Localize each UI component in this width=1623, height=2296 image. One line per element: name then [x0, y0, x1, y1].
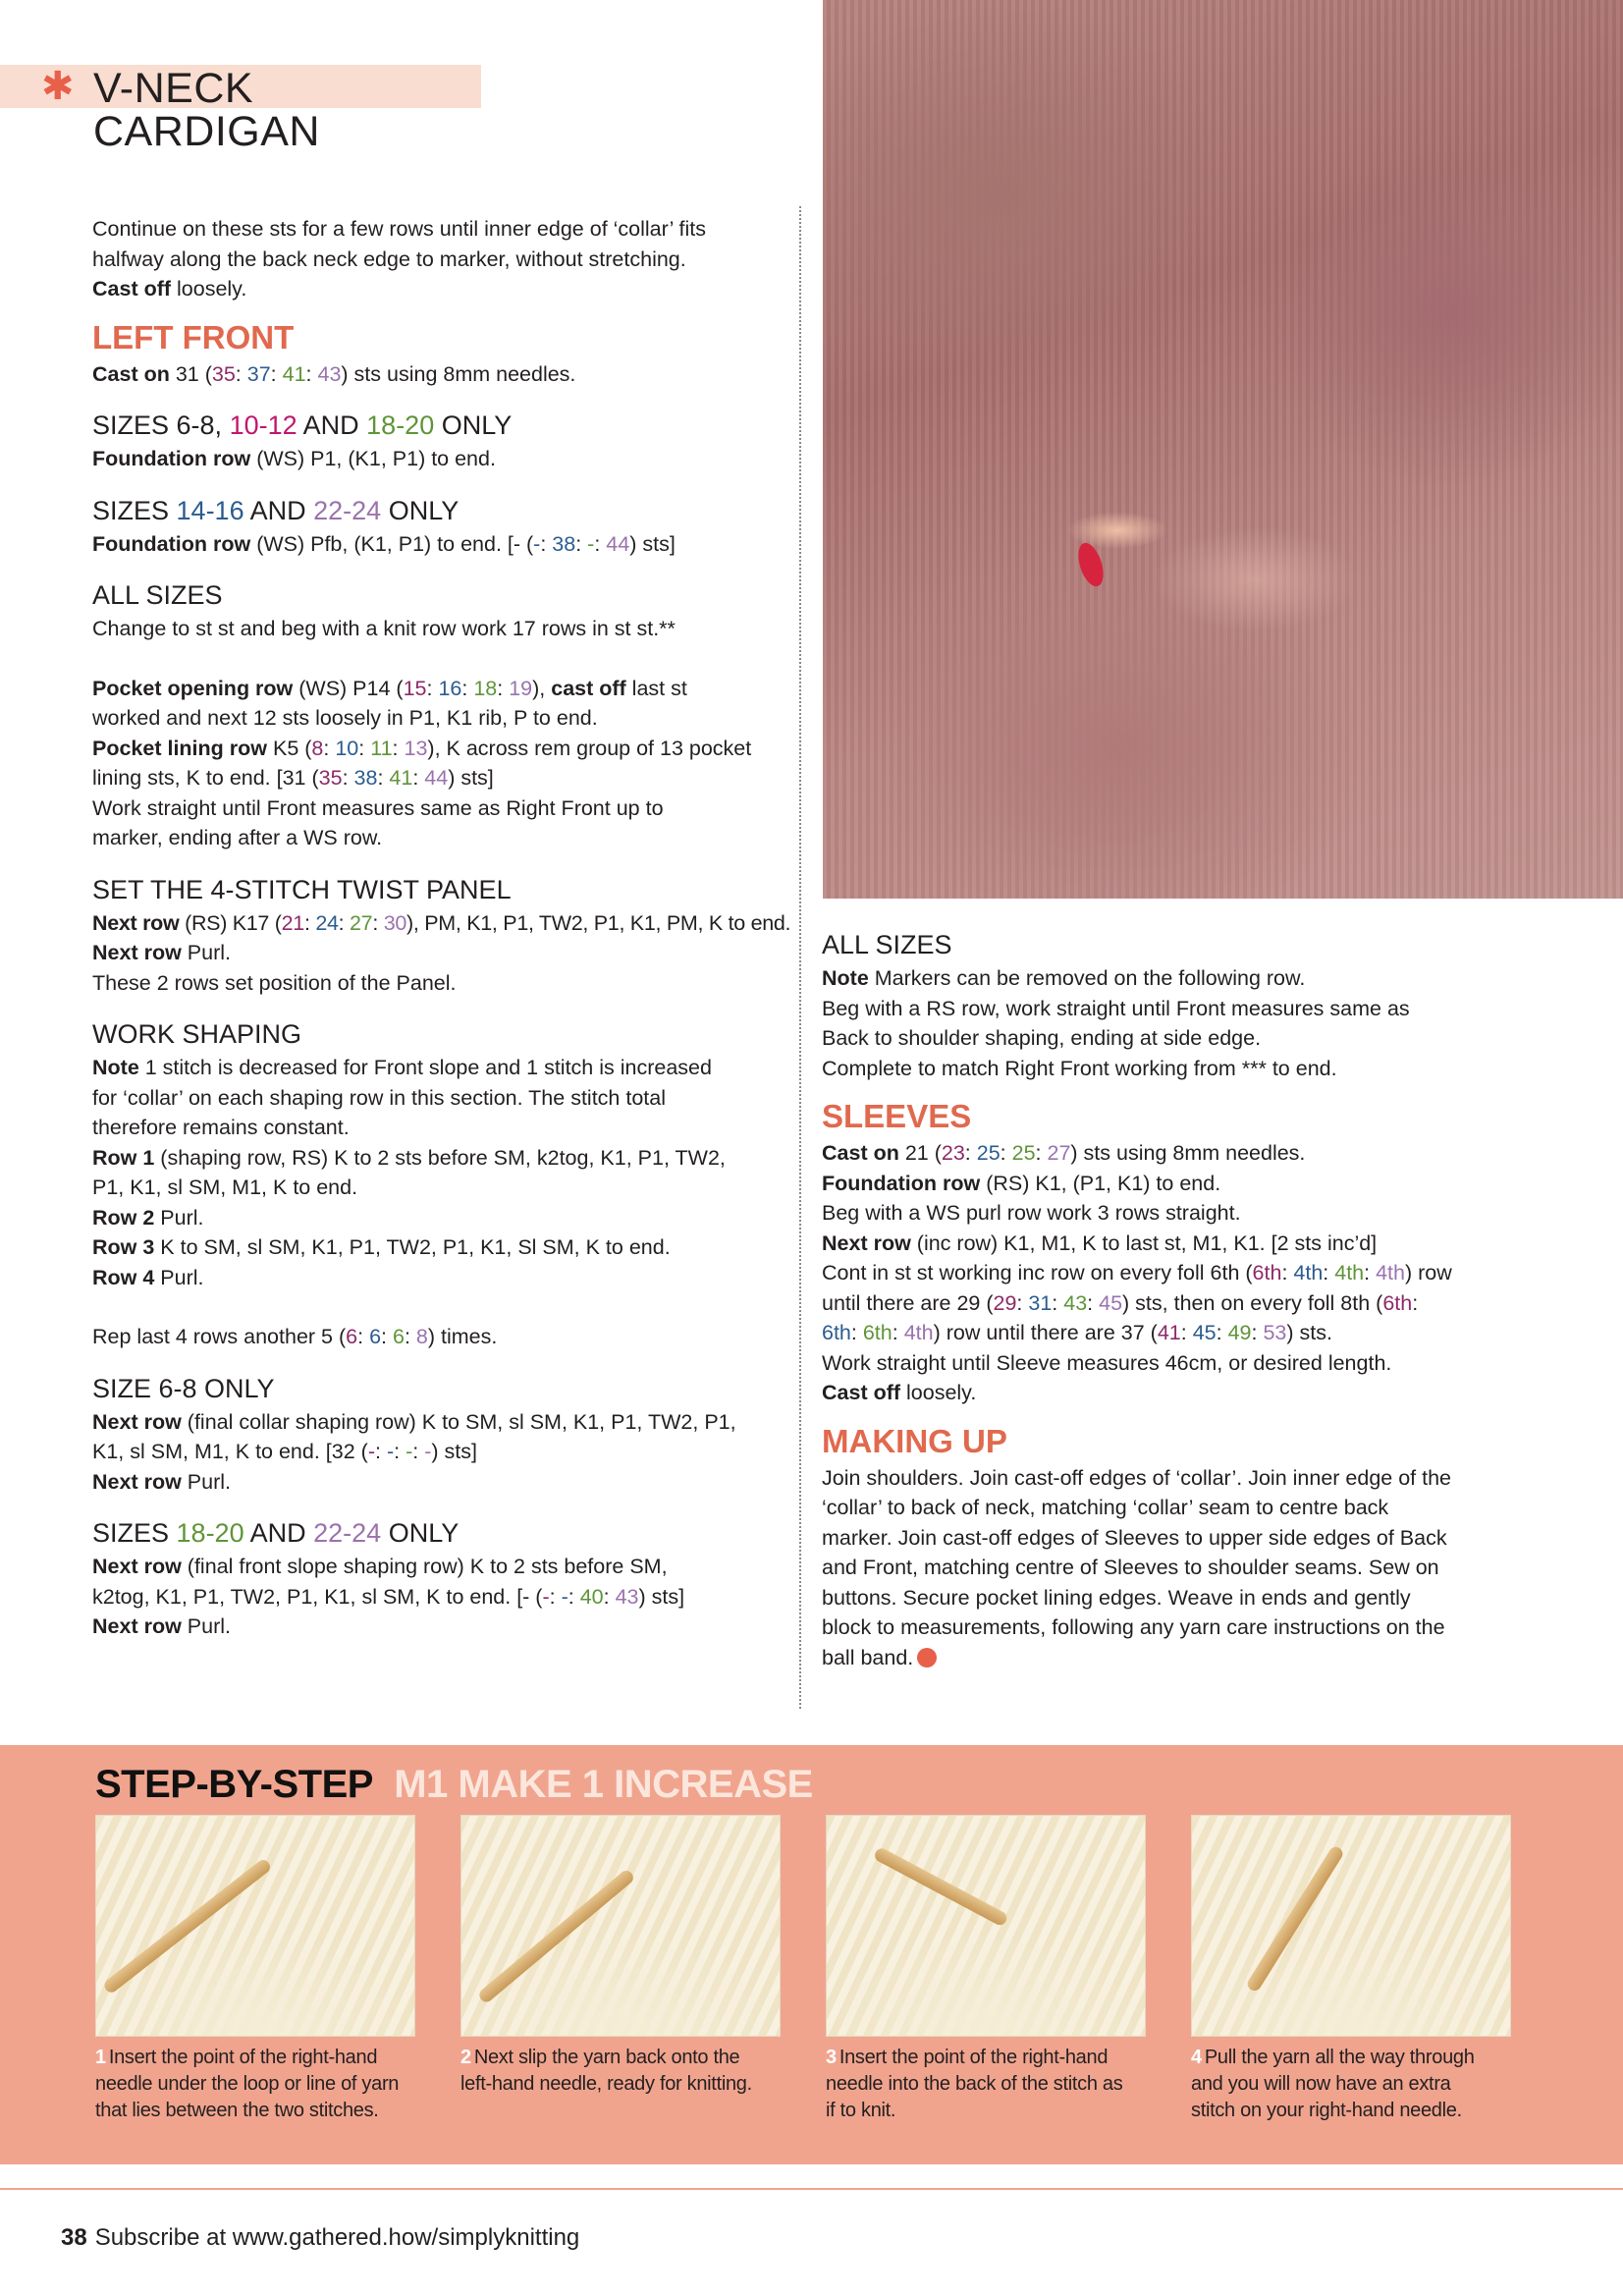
step-4-photo: [1191, 1815, 1511, 2037]
step-2-line-2: left-hand needle, ready for knitting.: [460, 2073, 752, 2095]
footer-rule: [0, 2188, 1623, 2190]
left-column: [92, 214, 791, 1642]
step-3-line-3: if to knit.: [826, 2100, 896, 2121]
needle-shape: [873, 1846, 1009, 1928]
left-front-heading: LEFT FRONT: [92, 318, 295, 355]
step-by-step-title: STEP-BY-STEP M1 MAKE 1 INCREASE: [95, 1763, 813, 1806]
right-all-line-1: Beg with a RS row, work straight until Front measures same as: [822, 996, 1410, 1020]
size-6-8-heading: SIZE 6-8 ONLY: [92, 1373, 275, 1403]
right-all-line-3: Complete to match Right Front working from *** to end.: [822, 1056, 1337, 1080]
left-front-cast-on: Cast on 31 (35: 37: 41: 43) sts using 8mm needles.: [92, 361, 576, 386]
step-4-text: [1191, 2045, 1515, 2124]
step-2-text: [460, 2045, 784, 2098]
twist-note: These 2 rows set position of the Panel.: [92, 970, 457, 995]
making-up-line-2: ‘collar’ to back of neck, matching ‘collar’ seam to centre back: [822, 1496, 1389, 1519]
step-4-line-3: stitch on your right-hand needle.: [1191, 2100, 1462, 2121]
sizes-a-heading: SIZES 6-8, 10-12 AND 18-20 ONLY: [92, 410, 513, 440]
step-4-line-2: and you will now have an extra: [1191, 2073, 1451, 2095]
sleeves-work-straight: Work straight until Sleeve measures 46cm, or desired length.: [822, 1350, 1392, 1375]
right-column: [822, 928, 1521, 1672]
flower-icon: ✱: [41, 65, 75, 108]
sleeves-next-row: Next row (inc row) K1, M1, K to last st, M1, K1. [2 sts inc’d]: [822, 1230, 1378, 1255]
making-up-line-1: Join shoulders. Join cast-off edges of ‘collar’. Join inner edge of the: [822, 1465, 1452, 1490]
step-1-line-2: needle under the loop or line of yarn: [95, 2073, 400, 2095]
sleeves-cast-on: Cast on 21 (23: 25: 25: 27) sts using 8mm needles.: [822, 1141, 1306, 1165]
step-4-line-1: 4 Pull the yarn all the way through: [1191, 2047, 1475, 2068]
sleeves-beg: Beg with a WS purl row work 3 rows straight.: [822, 1201, 1241, 1225]
sizes-c-next-row-2: Next row Purl.: [92, 1614, 231, 1638]
making-up-line-5: buttons. Secure pocket lining edges. Weave in ends and gently: [822, 1585, 1411, 1610]
step-3-text: [826, 2045, 1150, 2124]
intro-line-1: Continue on these sts for a few rows until inner edge of ‘collar’ fits: [92, 217, 707, 241]
spacer: [92, 644, 791, 674]
pocket-opening-line-2: worked and next 12 sts loosely in P1, K1 rib, P to end.: [92, 706, 598, 730]
step-1-photo: [95, 1815, 415, 2037]
intro-line-2: halfway along the back neck edge to marker, without stretching.: [92, 246, 686, 271]
footer: [61, 2223, 579, 2253]
yarn-ball-icon: [917, 1648, 937, 1667]
making-up-line-3: marker. Join cast-off edges of Sleeves to upper side edges of Back: [822, 1525, 1447, 1550]
sizes-a-foundation: Foundation row (WS) P1, (K1, P1) to end.: [92, 447, 496, 470]
size-6-8-next-row-cont: K1, sl SM, M1, K to end. [32 (-: -: -: -) sts]: [92, 1440, 477, 1463]
needle-shape: [477, 1868, 636, 2004]
shaping-row-4: Row 4 Purl.: [92, 1265, 204, 1289]
making-up-line-6: block to measurements, following any yarn care instructions on the: [822, 1615, 1445, 1639]
right-all-line-2: Back to shoulder shaping, ending at side edge.: [822, 1026, 1262, 1050]
all-sizes-text: Change to st st and beg with a knit row work 17 rows in st st.**: [92, 617, 676, 640]
pocket-lining-row: Pocket lining row K5 (8: 10: 11: 13), K across rem group of 13 pocket: [92, 736, 752, 760]
page-title: V-NECK CARDIGAN: [93, 65, 320, 155]
making-up-line-7: ball band.: [822, 1643, 1521, 1673]
work-straight-line-1: Work straight until Front measures same as Right Front up to: [92, 795, 664, 820]
twist-next-row-2: Next row Purl.: [92, 941, 231, 964]
subscribe-link[interactable]: Subscribe at www.gathered.how/simplyknitting: [94, 2224, 580, 2251]
sizes-c-next-row: Next row (final front slope shaping row) K to 2 sts before SM,: [92, 1555, 668, 1578]
sizes-c-next-row-cont: k2tog, K1, P1, TW2, P1, K1, sl SM, K to end. [- (-: -: 40: 43) sts]: [92, 1584, 685, 1609]
right-note: Note Markers can be removed on the following row.: [822, 966, 1306, 990]
right-all-sizes-heading: ALL SIZES: [822, 930, 952, 959]
pocket-lining-line-2: lining sts, K to end. [31 (35: 38: 41: 44) sts]: [92, 766, 494, 790]
shaping-note-1: Note 1 stitch is decreased for Front slope and 1 stitch is increased: [92, 1056, 712, 1079]
making-up-heading: MAKING UP: [822, 1422, 1007, 1459]
sleeves-cont-1: Cont in st st working inc row on every foll 6th (6th: 4th: 4th: 4th) row: [822, 1261, 1452, 1285]
shaping-row-3: Row 3 K to SM, sl SM, K1, P1, TW2, P1, K1, Sl SM, K to end.: [92, 1235, 671, 1259]
shaping-repeat: Rep last 4 rows another 5 (6: 6: 6: 8) times.: [92, 1325, 498, 1348]
needle-shape: [102, 1857, 273, 1995]
header-bar: [0, 65, 481, 155]
step-3-line-1: 3 Insert the point of the right-hand: [826, 2047, 1109, 2068]
page-number: 38: [61, 2224, 87, 2251]
all-sizes-heading: ALL SIZES: [92, 580, 223, 610]
shaping-row-1-cont: P1, K1, sl SM, M1, K to end.: [92, 1175, 358, 1199]
twist-next-row: Next row (RS) K17 (21: 24: 27: 30), PM, K1, P1, TW2, P1, K1, PM, K to end.: [92, 910, 791, 935]
step-3-photo: [826, 1815, 1146, 2037]
step-2-photo: [460, 1815, 781, 2037]
step-2-line-1: 2 Next slip the yarn back onto the: [460, 2047, 740, 2068]
spacer: [92, 1292, 791, 1322]
sizes-b-heading: SIZES 14-16 AND 22-24 ONLY: [92, 495, 460, 525]
size-6-8-next-row: Next row (final collar shaping row) K to SM, sl SM, K1, P1, TW2, P1,: [92, 1409, 736, 1434]
needle-shape: [1245, 1844, 1345, 1994]
step-1-text: [95, 2045, 419, 2124]
twist-panel-heading: SET THE 4-STITCH TWIST PANEL: [92, 874, 512, 904]
sizes-c-heading: SIZES 18-20 AND 22-24 ONLY: [92, 1518, 460, 1548]
sleeves-castoff: Cast off loosely.: [822, 1381, 977, 1404]
work-straight-line-2: marker, ending after a WS row.: [92, 826, 383, 849]
step-3-line-2: needle into the back of the stitch as: [826, 2073, 1123, 2095]
size-6-8-next-row-2: Next row Purl.: [92, 1469, 231, 1494]
shaping-note-2: for ‘collar’ on each shaping row in this section. The stitch total: [92, 1085, 666, 1110]
work-shaping-heading: WORK SHAPING: [92, 1019, 302, 1049]
shaping-row-1: Row 1 (shaping row, RS) K to 2 sts before SM, k2tog, K1, P1, TW2,: [92, 1145, 726, 1170]
step-1-line-1: 1 Insert the point of the right-hand: [95, 2047, 378, 2068]
sleeves-foundation: Foundation row (RS) K1, (P1, K1) to end.: [822, 1171, 1221, 1195]
shaping-note-3: therefore remains constant.: [92, 1116, 350, 1139]
making-up-line-4: and Front, matching centre of Sleeves to shoulder seams. Sew on: [822, 1556, 1439, 1579]
shaping-row-2: Row 2 Purl.: [92, 1205, 204, 1230]
sleeves-cont-2: until there are 29 (29: 31: 43: 45) sts, then on every foll 8th (6th:: [822, 1290, 1419, 1315]
intro-castoff: Cast off loosely.: [92, 277, 247, 301]
sleeves-heading: SLEEVES: [822, 1098, 972, 1134]
step-1-line-3: that lies between the two stitches.: [95, 2100, 379, 2121]
pocket-opening-row: Pocket opening row (WS) P14 (15: 16: 18: 19), cast off last st: [92, 676, 687, 700]
cardigan-photo: [823, 0, 1623, 899]
sleeves-cont-3: 6th: 6th: 4th) row until there are 37 (41: 45: 49: 53) sts.: [822, 1321, 1332, 1344]
sizes-b-foundation: Foundation row (WS) Pfb, (K1, P1) to end. [- (-: 38: -: 44) sts]: [92, 531, 676, 556]
column-divider: [799, 206, 801, 1709]
